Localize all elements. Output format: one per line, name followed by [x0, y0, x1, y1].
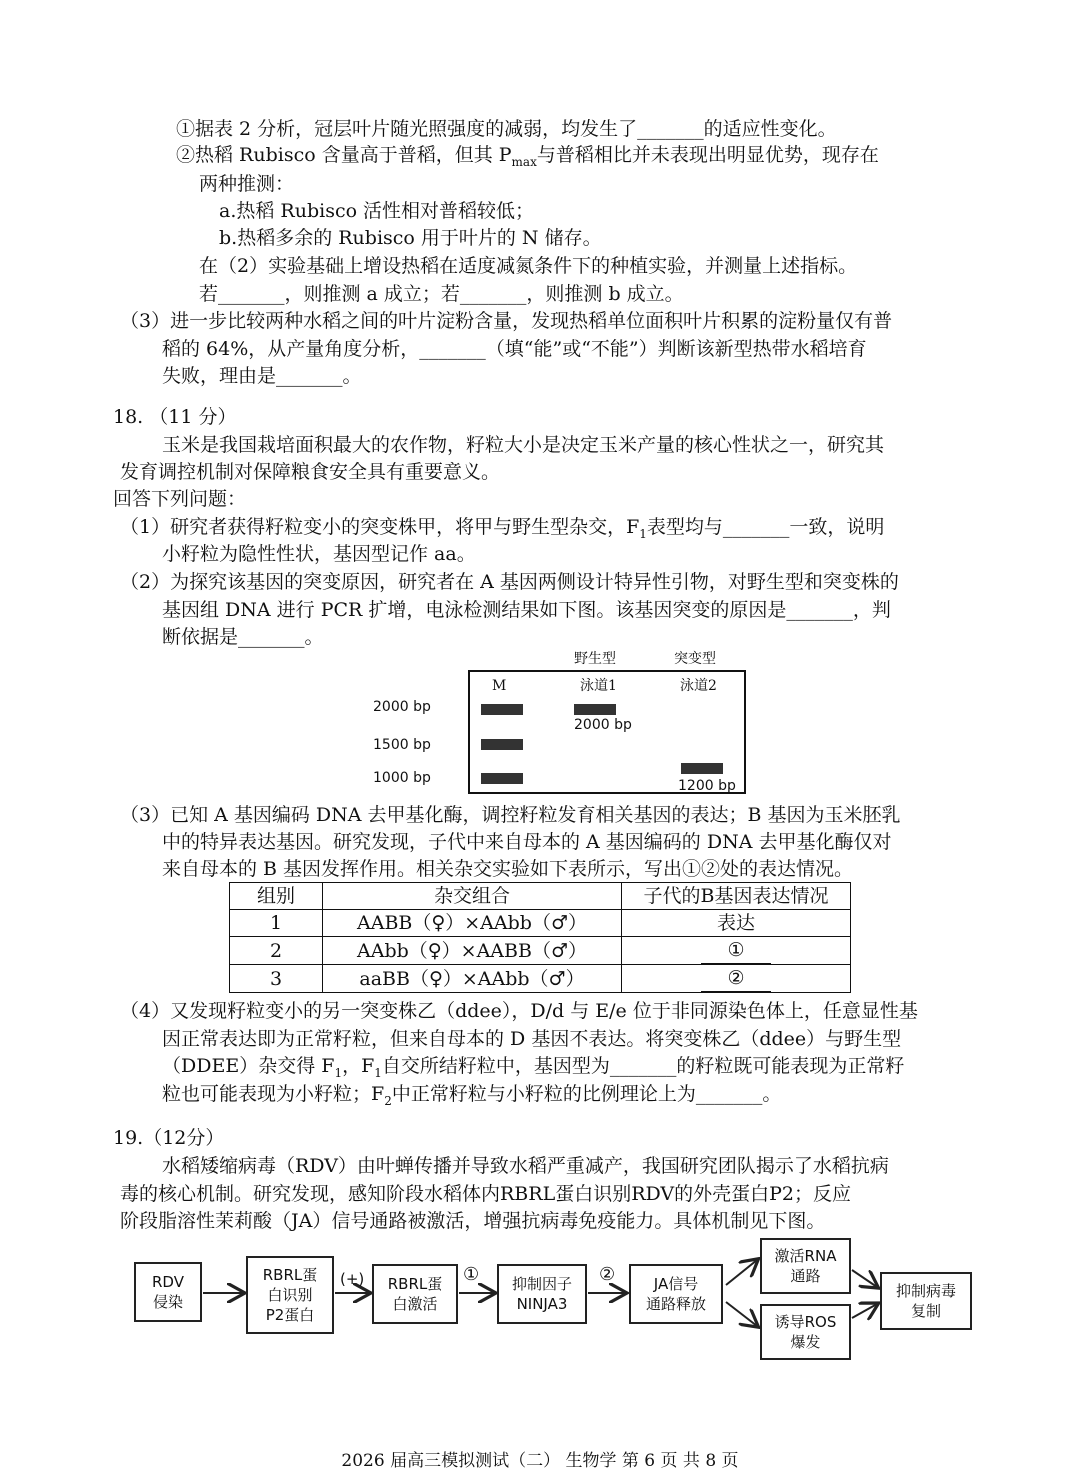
q18-intro-line2: 发育调控机制对保障粮食安全具有重要意义。	[120, 461, 501, 483]
table-cell: 表达	[622, 910, 851, 937]
flow-ros-burst: 诱导ROS 爆发	[760, 1304, 851, 1360]
gel-lane-marker-label: M	[492, 678, 507, 694]
q17-experiment: 在（2）实验基础上增设热稻在适度减氮条件下的种植实验，并测量上述指标。	[199, 255, 858, 277]
flow-rbrl-activation: RBRL蛋 白激活	[372, 1264, 458, 1324]
table-cell: 1	[230, 910, 323, 937]
flow-step-1-label: ①	[463, 1264, 480, 1285]
q18-sub1-line1: （1）研究者获得籽粒变小的突变株甲，将甲与野生型杂交，$F_1$表型均与_______一致，说明	[120, 516, 885, 541]
gel-mutant-label: 突变型	[674, 651, 716, 667]
table-row	[230, 937, 851, 965]
q17-hypothesis-a: a.热稻 Rubisco 活性相对普稻较低；	[219, 200, 535, 222]
q18-sub1-line2: 小籽粒为隐性性状，基因型记作 aa。	[162, 543, 476, 565]
flow-step-2-label: ②	[599, 1264, 616, 1285]
answer-blank-1: ①	[701, 937, 771, 964]
q18-sub2-line3: 断依据是_______。	[162, 626, 324, 648]
q18-sub3-line2: 中的特异表达基因。研究发现，子代中来自母本的 A 基因编码的 DNA 去甲基化酶仅对	[162, 831, 892, 853]
gel-lane2-band	[681, 763, 723, 774]
gel-wild-type-label: 野生型	[574, 651, 616, 667]
q19-intro-line2: 毒的核心机制。研究发现，感知阶段水稻体内RBRL蛋白识别RDV的外壳蛋白P2；反应	[120, 1183, 851, 1205]
q19-heading: 19.（12分）	[113, 1127, 225, 1149]
gel-marker-band-1500	[481, 739, 523, 750]
gel-lane2-label: 泳道2	[680, 678, 717, 694]
q19-intro-line1: 水稻矮缩病毒（RDV）由叶蝉传播并导致水稻严重减产，我国研究团队揭示了水稻抗病	[162, 1155, 889, 1177]
gel-lane1-band-size: 2000 bp	[574, 717, 632, 733]
q18-sub4-line4: 粒也可能表现为小籽粒；$F_2$中正常籽粒与小籽粒的比例理论上为_______。	[162, 1083, 782, 1108]
table-cell: aaBB（♀）×AAbb（♂）	[323, 965, 622, 993]
table-cell	[622, 937, 851, 965]
q18-sub3-line1: （3）已知 A 基因编码 DNA 去甲基化酶，调控籽粒发育相关基因的表达；B 基因为玉米胚乳	[120, 804, 901, 826]
table-row	[230, 910, 851, 937]
table-cell	[622, 965, 851, 993]
q17-sub3-line2: 稻的 64%，从产量角度分析，_______（填“能”或“不能”）判断该新型热带水稻培育	[162, 338, 867, 360]
table-header-row	[230, 883, 851, 910]
gel-marker-1000-label: 1000 bp	[373, 770, 431, 786]
page-footer: 2026 届高三模拟测试（二） 生物学 第 6 页 共 8 页	[341, 1451, 739, 1471]
table-cell: 3	[230, 965, 323, 993]
table-row	[230, 965, 851, 993]
q18-sub4-line2: 因正常表达即为正常籽粒，但来自母本的 D 基因不表达。将突变株乙（ddee）与野生型	[162, 1028, 902, 1050]
q17-item2-line1: ②热稻 Rubisco 含量高于普稻，但其 $P_{max}$与普稻相比并未表现出明显优势，现存在	[176, 144, 879, 169]
flow-plus-label: (+)	[340, 1270, 365, 1288]
q17-item1: ①据表 2 分析，冠层叶片随光照强度的减弱，均发生了_______的适应性变化。	[176, 118, 837, 140]
table-header-cross: 杂交组合	[323, 883, 622, 910]
q17-sub3-line3: 失败，理由是_______。	[162, 365, 362, 387]
q18-intro-line1: 玉米是我国栽培面积最大的农作物，籽粒大小是决定玉米产量的核心性状之一，研究其	[162, 434, 885, 456]
gel-marker-band-1000	[481, 773, 523, 784]
gel-lane2-band-size: 1200 bp	[678, 778, 736, 794]
gel-marker-band-2000	[481, 704, 523, 715]
gel-image	[468, 670, 746, 794]
q18-sub4-line3: （DDEE）杂交得 $F_1$，$F_1$自交所结籽粒中，基因型为_______的籽粒既可能表现为正常籽	[162, 1055, 905, 1080]
gel-lane1-label: 泳道1	[580, 678, 617, 694]
table-header-expression: 子代的B基因表达情况	[622, 883, 851, 910]
cross-table	[229, 882, 851, 993]
flow-rdv-infection: RDV 侵染	[134, 1262, 202, 1322]
table-cell: AAbb（♀）×AABB（♂）	[323, 937, 622, 965]
table-header-group: 组别	[230, 883, 323, 910]
q18-sub2-line1: （2）为探究该基因的突变原因，研究者在 A 基因两侧设计特异性引物，对野生型和突变株的	[120, 571, 899, 593]
q17-hypothesis-b: b.热稻多余的 Rubisco 用于叶片的 N 储存。	[219, 227, 602, 249]
q18-heading: 18. （11 分）	[113, 406, 237, 428]
flow-rna-pathway: 激活RNA 通路	[760, 1238, 851, 1294]
flow-ja-pathway: JA信号 通路释放	[629, 1264, 723, 1324]
table-cell: 2	[230, 937, 323, 965]
q18-sub3-line3: 来自母本的 B 基因发挥作用。相关杂交实验如下表所示，写出①②处的表达情况。	[162, 858, 854, 880]
q17-sub3-line1: （3）进一步比较两种水稻之间的叶片淀粉含量，发现热稻单位面积叶片积累的淀粉量仅有普	[120, 310, 893, 332]
gel-marker-1500-label: 1500 bp	[373, 737, 431, 753]
answer-blank-2: ②	[701, 965, 771, 992]
table-cell: AABB（♀）×AAbb（♂）	[323, 910, 622, 937]
q17-condition: 若_______，则推测 a 成立；若_______，则推测 b 成立。	[199, 283, 684, 305]
gel-marker-2000-label: 2000 bp	[373, 699, 431, 715]
q18-prompt: 回答下列问题：	[113, 488, 247, 510]
q19-intro-line3: 阶段脂溶性茉莉酸（JA）信号通路被激活，增强抗病毒免疫能力。具体机制见下图。	[120, 1210, 826, 1232]
flow-virus-inhibition: 抑制病毒 复制	[880, 1272, 972, 1330]
flow-ninja3-inhibitor: 抑制因子 NINJA3	[497, 1264, 587, 1324]
q18-sub4-line1: （4）又发现籽粒变小的另一突变株乙（ddee），D/d 与 E/e 位于非同源染色体上，任意显性基	[120, 1000, 918, 1022]
gel-lane1-band	[574, 704, 616, 715]
q18-sub2-line2: 基因组 DNA 进行 PCR 扩增，电泳检测结果如下图。该基因突变的原因是_______，判	[162, 599, 891, 621]
q17-item2-line2: 两种推测：	[199, 173, 295, 195]
flow-rbrl-recognition: RBRL蛋 白识别 P2蛋白	[246, 1256, 334, 1334]
